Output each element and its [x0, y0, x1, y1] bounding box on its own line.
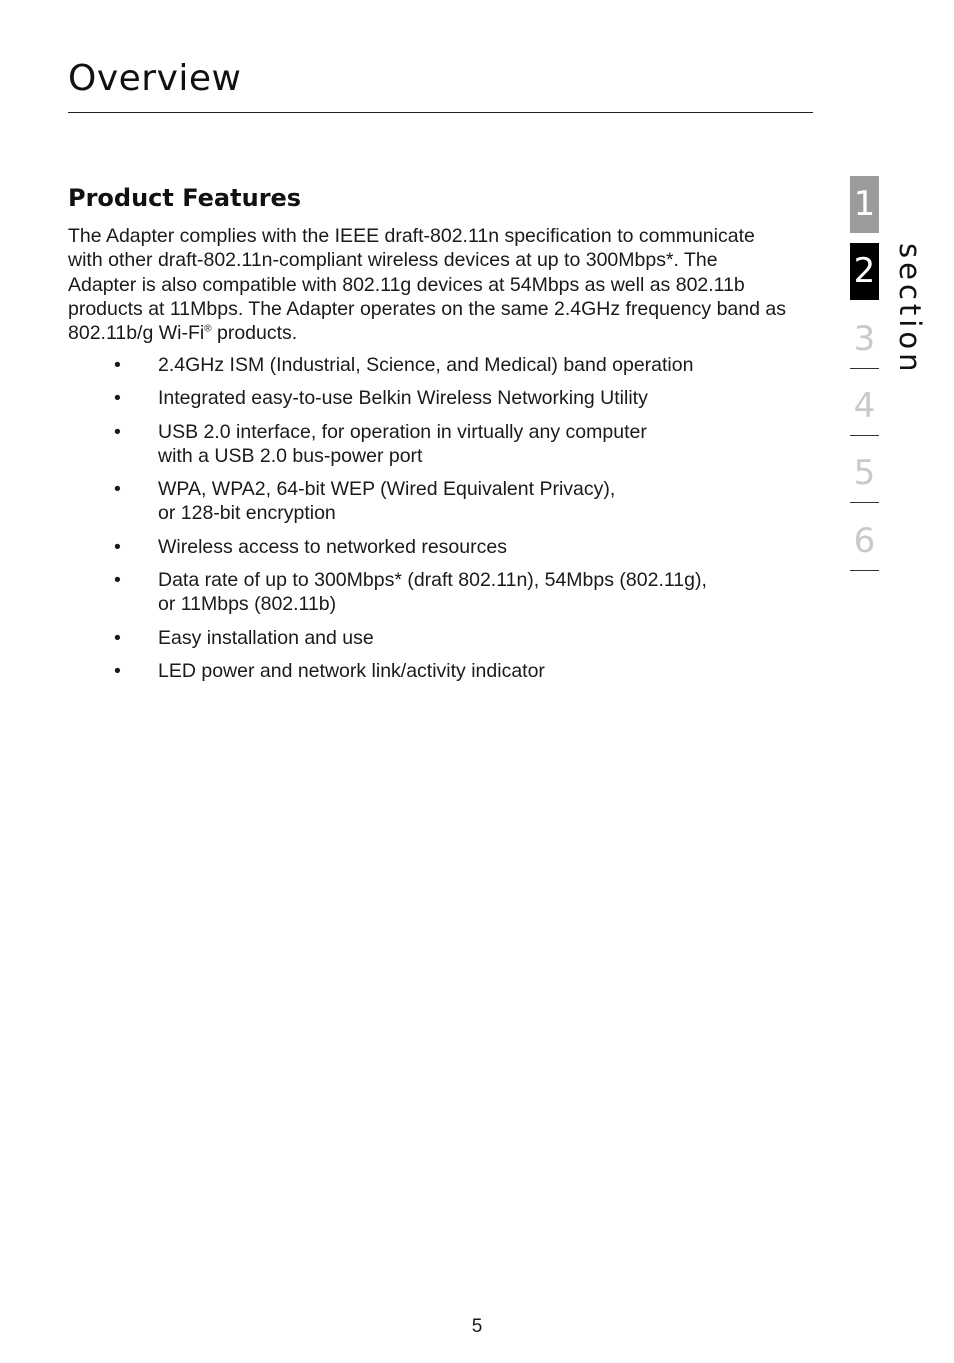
list-item	[0, 420, 800, 469]
section-tab-2[interactable]: 2	[850, 243, 879, 300]
feature-text: LED power and network link/activity indicator	[158, 659, 545, 682]
list-item	[0, 477, 800, 526]
section-label: section	[893, 243, 927, 376]
bullet-icon: •	[114, 569, 121, 592]
feature-text: Wireless access to networked resources	[158, 535, 507, 558]
list-item	[0, 626, 800, 650]
list-item	[0, 535, 800, 559]
bullet-icon: •	[114, 387, 121, 410]
feature-text: Data rate of up to 300Mbps* (draft 802.11n), 54Mbps (802.11g), or 11Mbps (802.11b)	[158, 569, 707, 616]
section-tab-1[interactable]: 1	[850, 176, 879, 233]
intro-text: The Adapter complies with the IEEE draft-802.11n specification to communicate with other draft-802.11n-compliant wireless devices at up to 300Mbps*. The Adapter is also compatible with 802.11g devices at 54Mbps as well as 802.11b products at 11Mbps. The Adapter operates on the same 2.4GHz frequency band as 802.11b/g Wi-Fi	[68, 225, 786, 345]
feature-text: WPA, WPA2, 64-bit WEP (Wired Equivalent Privacy), or 128-bit encryption	[158, 478, 616, 525]
registered-mark: ®	[204, 323, 212, 335]
section-tab-3[interactable]: 3	[850, 311, 879, 369]
page-number: 5	[471, 1316, 483, 1337]
section-tab-4[interactable]: 4	[850, 378, 879, 436]
section-tab-6[interactable]: 6	[850, 513, 879, 571]
feature-list	[0, 353, 800, 692]
page-title: Overview	[68, 58, 242, 99]
feature-text: 2.4GHz ISM (Industrial, Science, and Medical) band operation	[158, 354, 694, 376]
bullet-icon: •	[114, 478, 121, 501]
feature-text: Integrated easy-to-use Belkin Wireless Networking Utility	[158, 387, 648, 410]
section-heading: Product Features	[68, 184, 302, 212]
title-rule	[68, 112, 813, 113]
bullet-icon: •	[114, 659, 121, 682]
feature-text: Easy installation and use	[158, 626, 374, 649]
feature-text: USB 2.0 interface, for operation in virtually any computer with a USB 2.0 bus-power port	[158, 420, 647, 467]
list-item	[0, 353, 800, 377]
intro-paragraph	[68, 224, 788, 345]
bullet-icon: •	[114, 420, 121, 443]
section-tab-5[interactable]: 5	[850, 445, 879, 503]
list-item	[0, 568, 800, 617]
list-item	[0, 659, 800, 683]
bullet-icon: •	[114, 626, 121, 649]
list-item	[0, 386, 800, 410]
bullet-icon: •	[114, 535, 121, 558]
intro-text-end: products.	[211, 322, 298, 345]
bullet-icon: •	[114, 354, 121, 376]
